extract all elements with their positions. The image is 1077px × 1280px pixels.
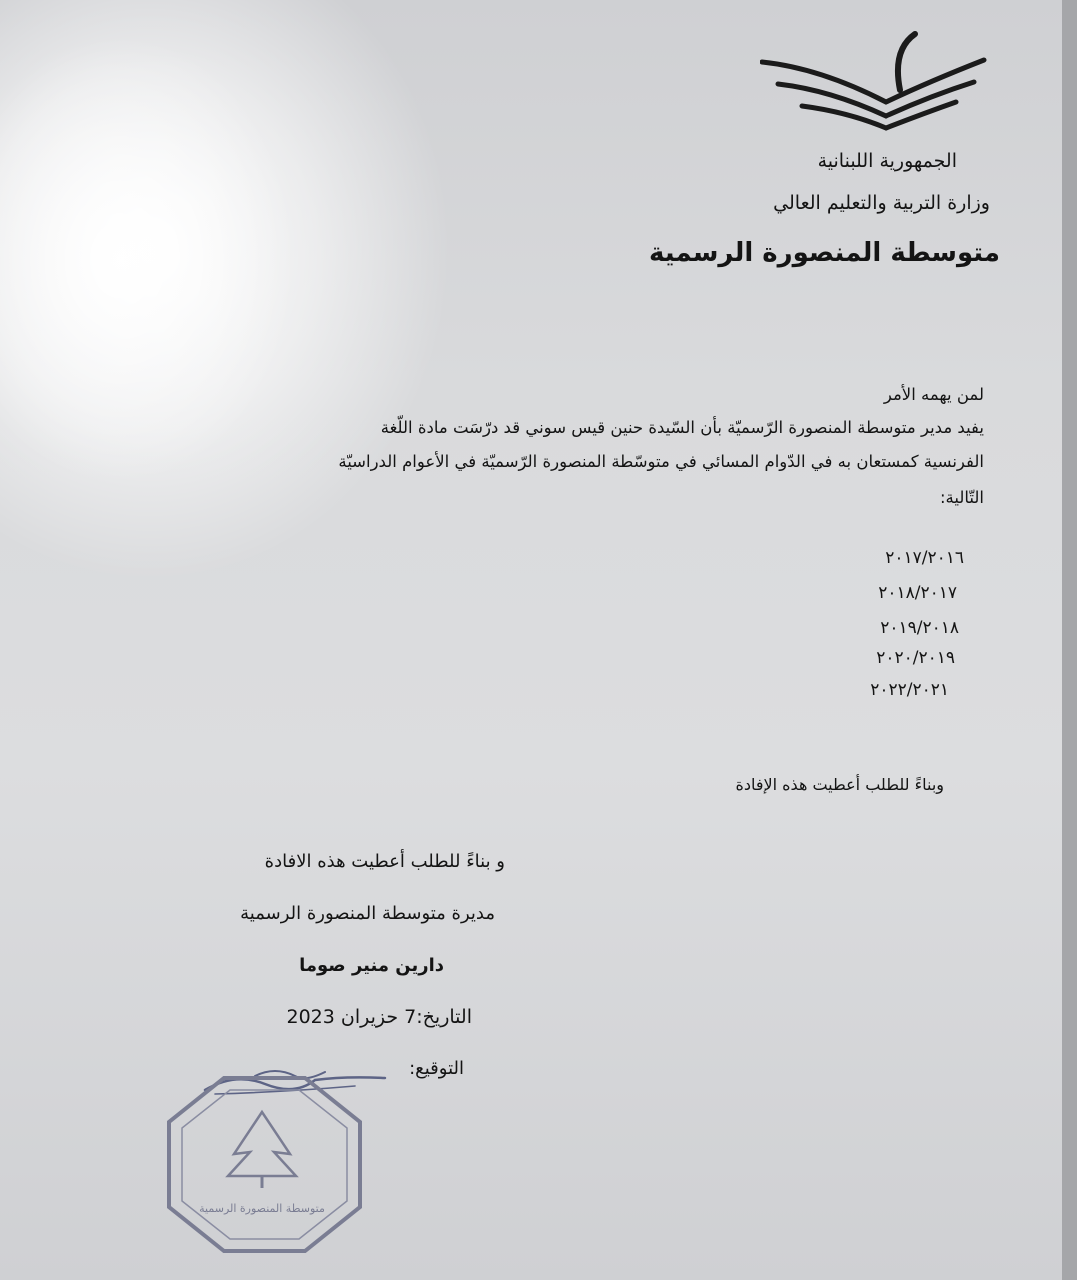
- academic-year: ٢٠١٩/٢٠١٨: [880, 618, 959, 638]
- page-edge: [1062, 0, 1077, 1280]
- official-stamp: [162, 1072, 367, 1257]
- cedar-tree-icon: [228, 1112, 296, 1188]
- body-line-1: يفيد مدير متوسطة المنصورة الرّسميّة بأن السّيدة حنين قيس سوني قد درّسَت مادة اللّغة: [380, 418, 984, 437]
- director-name: دارين منير صوما: [299, 955, 444, 976]
- school-heading: متوسطة المنصورة الرسمية: [649, 238, 1000, 268]
- republic-heading: الجمهورية اللبنانية: [817, 150, 957, 172]
- body-line-2: الفرنسية كمستعان به في الدّوام المسائي في متوسّطة المنصورة الرّسميّة في الأعوام الدراسيّة: [338, 452, 984, 471]
- light-glare: [0, 0, 300, 560]
- salutation: لمن يهمه الأمر: [883, 385, 984, 404]
- academic-year: ٢٠١٧/٢٠١٦: [885, 548, 964, 568]
- ministry-heading: وزارة التربية والتعليم العالي: [773, 192, 990, 214]
- academic-year: ٢٠١٨/٢٠١٧: [878, 583, 957, 603]
- request-note-repeat: و بناءً للطلب أعطيت هذه الافادة: [264, 851, 505, 872]
- director-title: مديرة متوسطة المنصورة الرسمية: [240, 903, 495, 924]
- book-pen-logo-icon: [760, 30, 990, 142]
- academic-year: ٢٠٢٠/٢٠١٩: [876, 648, 955, 668]
- issue-date: التاريخ:7 حزيران 2023: [286, 1006, 472, 1028]
- request-note: وبناءً للطلب أعطيت هذه الإفادة: [735, 775, 944, 794]
- body-line-3: التّالية:: [939, 488, 984, 507]
- stamp-text: متوسطة المنصورة الرسمية: [199, 1202, 325, 1215]
- academic-year: ٢٠٢٢/٢٠٢١: [870, 680, 949, 700]
- signature-label: التوقيع:: [409, 1058, 464, 1079]
